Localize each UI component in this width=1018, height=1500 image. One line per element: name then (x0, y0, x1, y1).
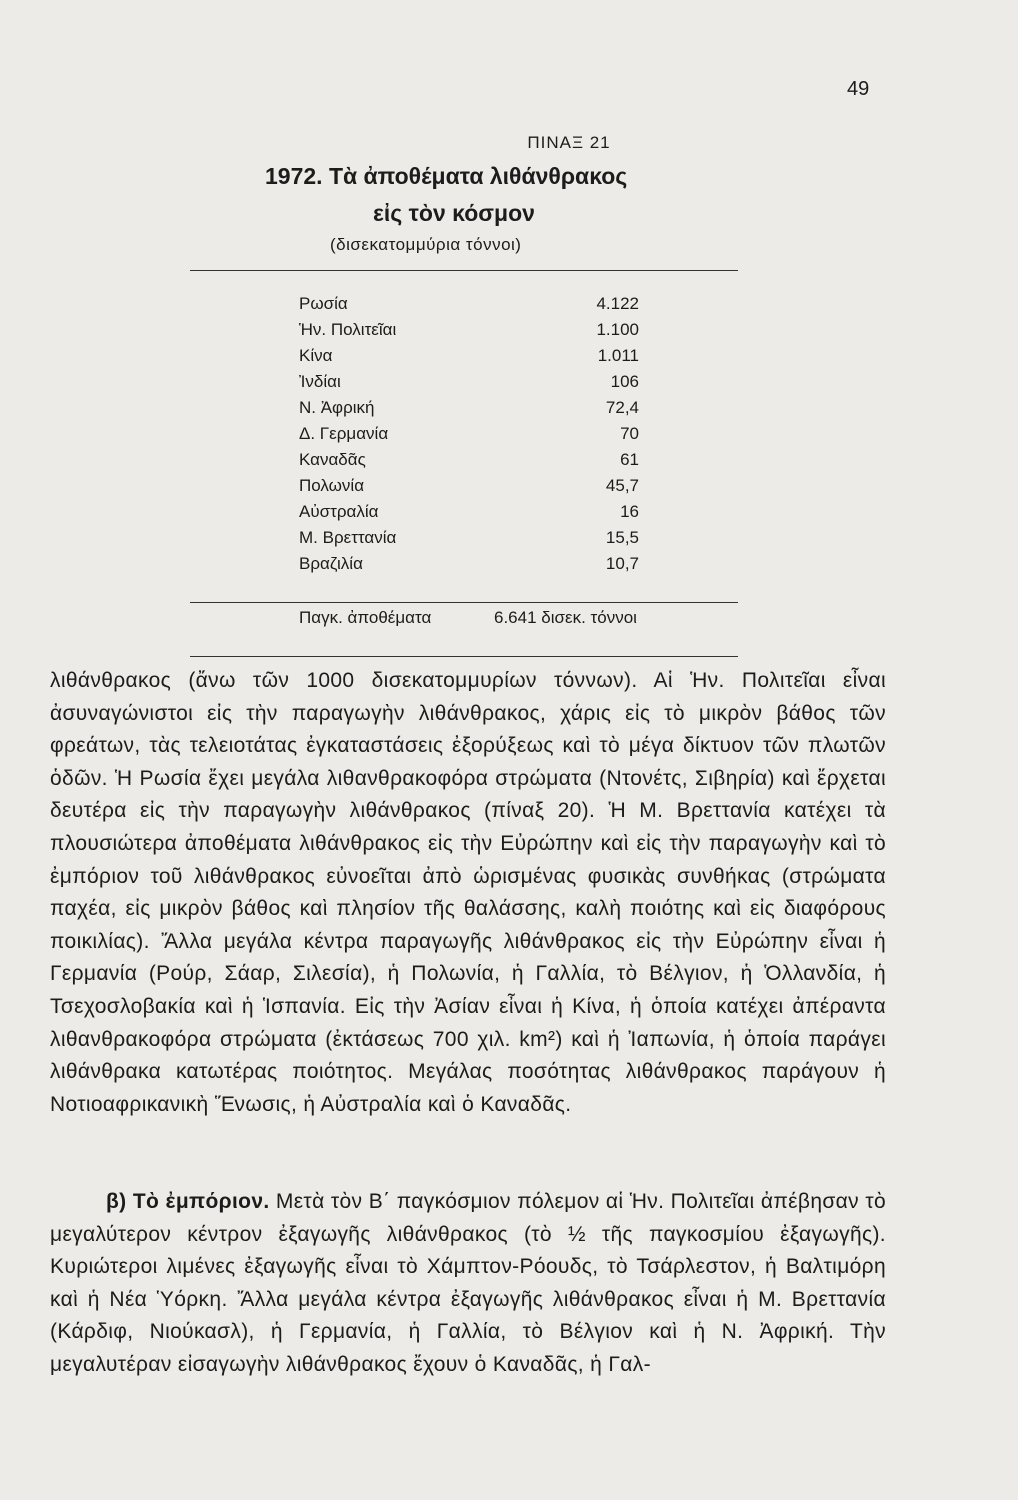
country-name: Καναδᾶς (299, 450, 366, 469)
total-value: 6.641 δισεκ. τόννοι (494, 608, 637, 627)
reserve-value: 16 (620, 502, 639, 521)
table-row (299, 346, 639, 370)
table-title: 1972. Τὰ ἀποθέματα λιθάνθρακος (265, 163, 628, 189)
reserve-value: 1.100 (596, 320, 639, 339)
table-divider-rule (190, 602, 738, 603)
table-row (299, 320, 639, 344)
country-name: Βραζιλία (299, 554, 363, 573)
table-row (299, 372, 639, 396)
reserve-value: 15,5 (605, 528, 639, 547)
country-name: Δ. Γερμανία (299, 424, 389, 443)
table-row (299, 528, 639, 552)
reserve-value: 4.122 (596, 294, 639, 313)
reserve-value: 70 (620, 424, 639, 443)
table-row (299, 294, 639, 318)
reserve-value: 45,7 (605, 476, 639, 495)
table-row (299, 476, 639, 500)
country-name: Αὐστραλία (299, 502, 379, 521)
table-row (299, 424, 639, 448)
table-subtitle: εἰς τὸν κόσμον (373, 200, 535, 226)
section-heading: β) Τὸ ἐμπόριον. (106, 1190, 270, 1213)
body-paragraph-trade (50, 1186, 886, 1382)
page-number: 49 (847, 78, 870, 100)
table-bottom-rule (190, 656, 738, 657)
reserve-value: 1.011 (597, 346, 639, 365)
body-paragraph: λιθάνθρακος (ἄνω τῶν 1000 δισεκατομμυρίων τόννων). Αἱ Ἡν. Πολιτεῖαι εἶναι ἀσυναγώνιστοι εἰς τὴν παραγωγὴν λιθάνθρακος, χάρις εἰς τὸ μικρὸν βάθος τῶν φρεάτων, τὰς τελειοτάτας ἐγκαταστάσεις ἐξορύξεως καὶ τὸ μέγα δίκτυον τῶν πλωτῶν ὁδῶν. Ἡ Ρωσία ἔχει μεγάλα λιθανθρακοφόρα στρώματα (Ντονέτς, Σιβηρία) καὶ ἔρχεται δευτέρα εἰς τὴν παραγωγὴν λιθάνθρακος (πίναξ 20). Ἡ Μ. Βρεττανία κατέχει τὰ πλουσιώτερα ἀποθέματα λιθάνθρακος εἰς τὴν Εὐρώπην καὶ εἰς τὴν παραγωγὴν καὶ τὸ ἐμπόριον τοῦ λιθάνθρακος εὐνοεῖται ἀπὸ ὡρισμένας φυσικὰς συνθήκας (στρώματα παχέα, εἰς μικρὸν βάθος καὶ πλησίον τῆς θαλάσσης, καλὴ ποιότης καὶ εἰς διαφόρους ποικιλίας). Ἄλλα μεγάλα κέντρα παραγωγῆς λιθάνθρακος εἰς τὴν Εὐρώπην εἶναι ἡ Γερμανία (Ρούρ, Σάαρ, Σιλεσία), ἡ Πολωνία, ἡ Γαλλία, τὸ Βέλγιον, ἡ Ὁλλανδία, ἡ Τσεχοσλοβακία καὶ ἡ Ἱσπανία. Εἰς τὴν Ἀσίαν εἶναι ἡ Κίνα, ἡ ὁποία κατέχει ἀπέραντα λιθανθρακοφόρα στρώματα (ἐκτάσεως 700 χιλ. km²) καὶ ἡ Ἰαπωνία, ἡ ὁποία παράγει λιθάνθρακα κατωτέρας ποιότητος. Μεγάλας ποσότητας λιθάνθρακος παράγουν ἡ Νοτιοαφρικανικὴ Ἕνωσις, ἡ Αὐστραλία καὶ ὁ Καναδᾶς. (50, 669, 886, 1116)
table-row (299, 450, 639, 474)
country-name: Μ. Βρεττανία (299, 528, 397, 547)
reserve-value: 10,7 (605, 554, 639, 573)
reserve-value: 106 (610, 372, 639, 391)
country-name: Ν. Ἀφρική (299, 398, 375, 417)
table-label: ΠΙΝΑΞ 21 (527, 133, 611, 152)
table-row (299, 554, 639, 578)
section-text: Μετὰ τὸν Β΄ παγκόσμιον πόλεμον αἱ Ἡν. Πολιτεῖαι ἀπέβησαν τὸ μεγαλύτερον κέντρον ἐξαγωγῆς λιθάνθρακος (τὸ ½ τῆς παγκοσμίου ἐξαγωγῆς). Κυριώτεροι λιμένες ἐξαγωγῆς εἶναι τὸ Χάμπτον-Ρόουδς, τὸ Τσάρλεστον, ἡ Βαλτιμόρη καὶ ἡ Νέα Ὑόρκη. Ἄλλα μεγάλα κέντρα ἐξαγωγῆς λιθάνθρακος εἶναι ἡ Μ. Βρεττανία (Κάρδιφ, Νιούκασλ), ἡ Γερμανία, ἡ Γαλλία, τὸ Βέλγιον καὶ ἡ Ν. Ἀφρική. Τὴν μεγαλυτέραν εἰσαγωγὴν λιθάνθρακος ἔχουν ὁ Καναδᾶς, ἡ Γαλ- (50, 1190, 886, 1376)
table-total-row (299, 608, 637, 628)
reserve-value: 72,4 (605, 398, 639, 417)
reserve-value: 61 (620, 450, 639, 469)
table-row (299, 502, 639, 526)
table-unit: (δισεκατομμύρια τόννοι) (330, 235, 522, 254)
country-name: Ἰνδίαι (299, 372, 341, 391)
table-row (299, 398, 639, 422)
table-top-rule (190, 270, 738, 271)
country-name: Ἡν. Πολιτεῖαι (299, 320, 397, 339)
country-name: Κίνα (299, 346, 333, 365)
total-label: Παγκ. ἀποθέματα (299, 608, 432, 627)
country-name: Ρωσία (299, 294, 348, 313)
country-name: Πολωνία (299, 476, 365, 495)
